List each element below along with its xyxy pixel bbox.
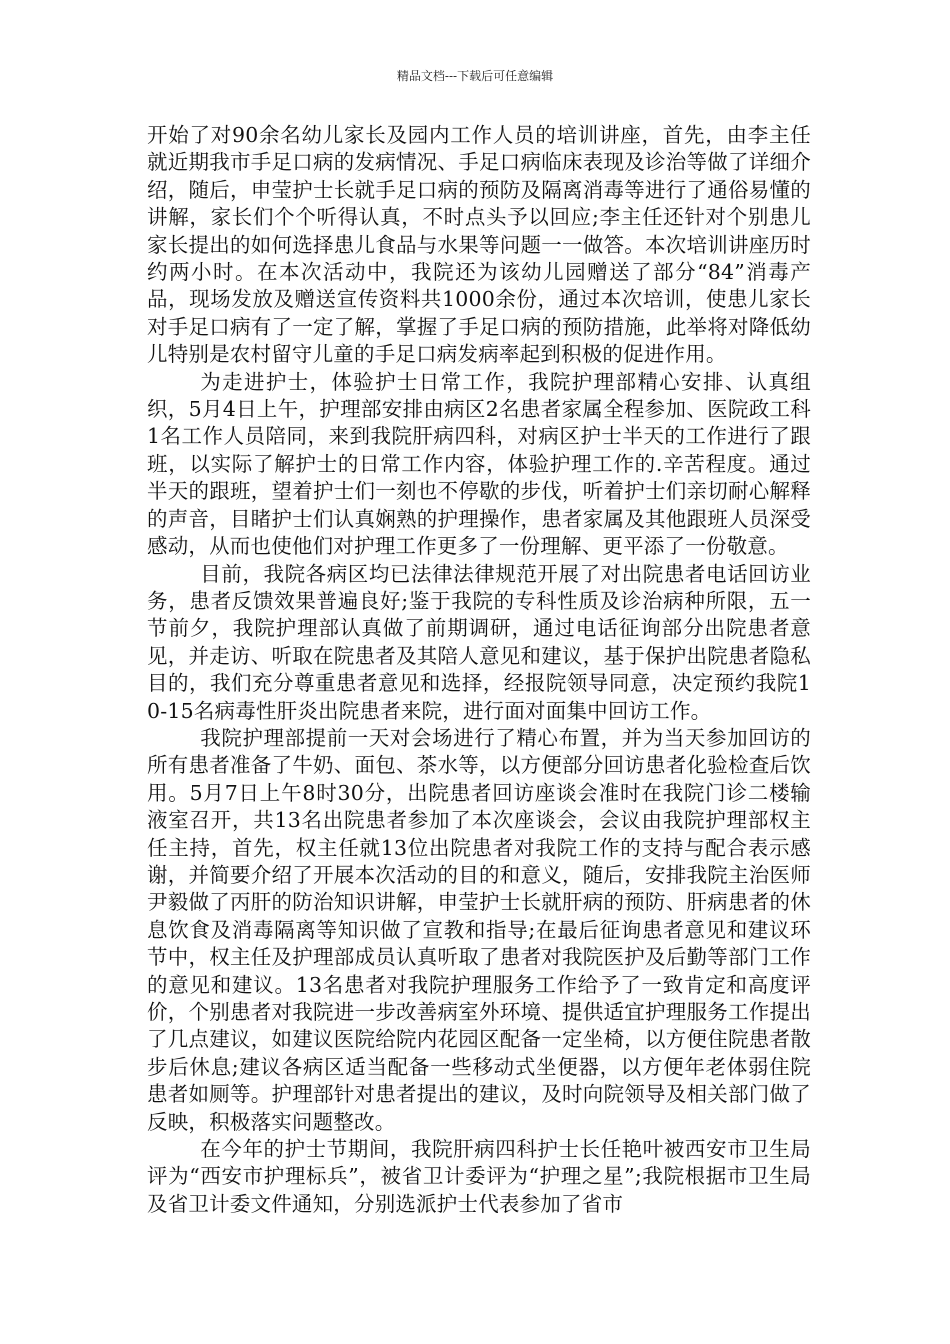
page-header: 精品文档---下载后可任意编辑 xyxy=(396,69,554,83)
paragraph: 我院护理部提前一天对会场进行了精心布置，并为当天参加回访的所有患者准备了牛奶、面包、茶水等，以方便部分回访患者化验检查后饮用。5月7日上午8时30分，出院患者回访座谈会准时在我院门诊二楼输液室召开，共13名出院患者参加了本次座谈会，会议由我院护理部权主任主持，首先，权主任就13位出院患者对我院工作的支持与配合表示感谢，并简要介绍了开展本次活动的目的和意义，随后，安排我院主治医师尹毅做了丙肝的防治知识讲解，申莹护士长就肝病的预防、肝病患者的休息饮食及消毒隔离等知识做了宣教和指导;在最后征询患者意见和建议环节中，权主任及护理部成员认真听取了患者对我院医护及后勤等部门工作的意见和建议。13名患者对我院护理服务工作给予了一致肯定和高度评价，个别患者对我院进一步改善病室外环境、提供适宜护理服务工作提出了几点建议，如建议医院给院内花园区配备一定坐椅，以方便住院患者散步后休息;建议各病区适当配备一些移动式坐便器，以方便年老体弱住院患者如厕等。护理部针对患者提出的建议，及时向院领导及相关部门做了反映，积极落实问题整改。 xyxy=(147,725,811,1134)
paragraph: 在今年的护士节期间，我院肝病四科护士长任艳叶被西安市卫生局评为“西安市护理标兵”，被省卫计委评为“护理之星”;我院根据市卫生局及省卫计委文件通知，分别选派护士代表参加了省市 xyxy=(147,1137,811,1216)
paragraph: 为走进护士，体验护士日常工作，我院护理部精心安排、认真组织，5月4日上午，护理部安排由病区2名患者家属全程参加、医院政工科1名工作人员陪同，来到我院肝病四科，对病区护士半天的工作进行了跟班，以实际了解护士的日常工作内容，体验护理工作的.辛苦程度。通过半天的跟班，望着护士们一刻也不停歇的步伐，听着护士们亲切耐心解释的声音，目睹护士们认真娴熟的护理操作，患者家属及其他跟班人员深受感动，从而也使他们对护理工作更多了一份理解、更平添了一份敬意。 xyxy=(147,369,811,559)
document-body xyxy=(147,122,811,1218)
paragraph-continuation: 开始了对90余名幼儿家长及园内工作人员的培训讲座，首先，由李主任就近期我市手足口病的发病情况、手足口病临床表现及诊治等做了详细介绍，随后，申莹护士长就手足口病的预防及隔离消毒等进行了通俗易懂的讲解，家长们个个听得认真，不时点头予以回应;李主任还针对个别患儿家长提出的如何选择患儿食品与水果等问题一一做答。本次培训讲座历时约两小时。在本次活动中，我院还为该幼儿园赠送了部分“84”消毒产品，现场发放及赠送宣传资料共1000余份，通过本次培训，使患儿家长对手足口病有了一定了解，掌握了手足口病的预防措施，此举将对降低幼儿特别是农村留守儿童的手足口病发病率起到积极的促进作用。 xyxy=(147,123,811,367)
paragraph: 目前，我院各病区均已法律法律规范开展了对出院患者电话回访业务，患者反馈效果普遍良好;鉴于我院的专科性质及诊治病种所限，五一节前夕，我院护理部认真做了前期调研，通过电话征询部分出院患者意见，并走访、听取在院患者及其陪人意见和建议，基于保护出院患者隐私目的，我们充分尊重患者意见和选择，经报院领导同意，决定预约我院10-15名病毒性肝炎出院患者来院，进行面对面集中回访工作。 xyxy=(147,561,811,723)
